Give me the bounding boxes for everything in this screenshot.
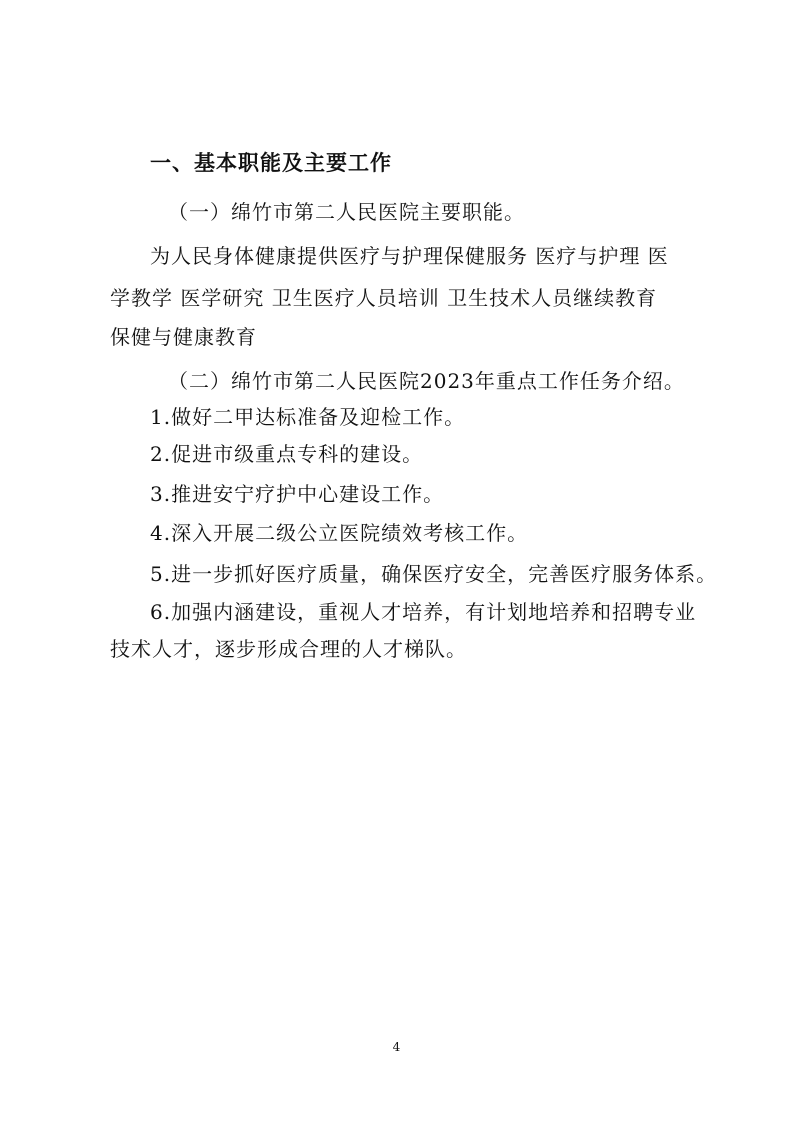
section1-body-line: 保健与健康教育 — [110, 325, 257, 349]
section2-title: （二）绵竹市第二人民医院2023年重点工作任务介绍。 — [168, 369, 685, 393]
section1-body-line: 为人民身体健康提供医疗与护理保健服务 医疗与护理 医 — [150, 244, 669, 268]
task-item: 5.进一步抓好医疗质量，确保医疗安全，完善医疗服务体系。 — [150, 562, 718, 586]
task-item: 2.促进市级重点专科的建设。 — [150, 442, 424, 466]
task-item: 1.做好二甲达标准备及迎检工作。 — [150, 405, 466, 429]
task-item: 3.推进安宁疗护中心建设工作。 — [150, 482, 445, 506]
task-item: 4.深入开展二级公立医院绩效考核工作。 — [150, 521, 529, 545]
page-number: 4 — [392, 1040, 401, 1054]
task-item-continuation: 技术人才，逐步形成合理的人才梯队。 — [110, 637, 467, 661]
section1-title: （一）绵竹市第二人民医院主要职能。 — [168, 200, 525, 224]
section1-body-line: 学教学 医学研究 卫生医疗人员培训 卫生技术人员继续教育 — [110, 286, 658, 310]
task-item: 6.加强内涵建设，重视人才培养，有计划地培养和招聘专业 — [150, 600, 697, 624]
section-heading: 一、基本职能及主要工作 — [150, 151, 392, 175]
